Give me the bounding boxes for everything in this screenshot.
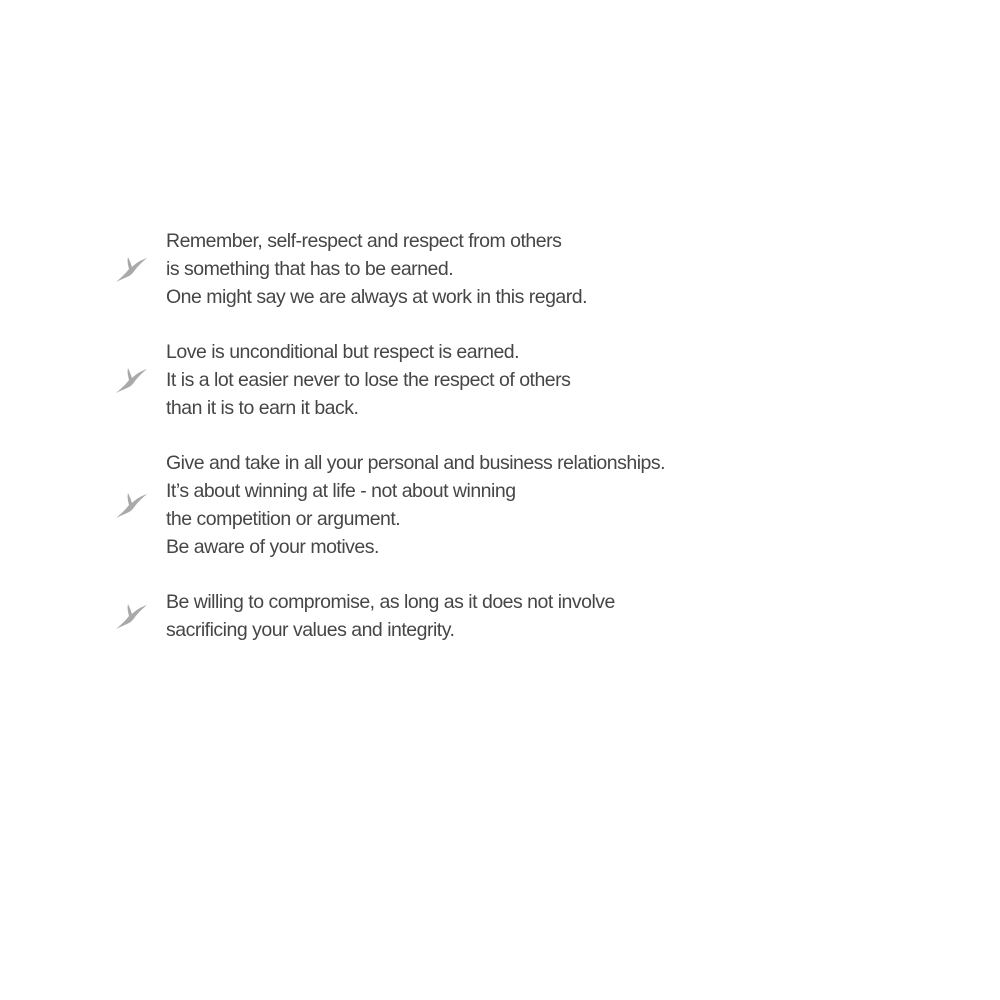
quote-4	[113, 588, 813, 644]
quote-3	[113, 449, 813, 561]
quote-line: Be aware of your motives.	[166, 536, 379, 558]
quote-line: Be willing to compromise, as long as it does not involve	[166, 591, 615, 613]
quote-line: Remember, self-respect and respect from others	[166, 230, 562, 252]
quote-line: It’s about winning at life - not about winning	[166, 480, 516, 502]
quote-line: the competition or argument.	[166, 508, 401, 530]
bird-icon	[113, 365, 151, 395]
bird-icon	[113, 601, 151, 631]
quote-line: is something that has to be earned.	[166, 258, 454, 280]
quote-line: Give and take in all your personal and business relationships.	[166, 452, 666, 474]
quote-line: sacrificing your values and integrity.	[166, 619, 455, 641]
quote-text	[166, 449, 665, 561]
bird-icon	[113, 490, 151, 520]
quote-2	[113, 338, 813, 422]
quote-list	[113, 227, 813, 644]
bird-icon	[113, 254, 151, 284]
quote-line: It is a lot easier never to lose the respect of others	[166, 369, 571, 391]
quote-text	[166, 227, 587, 311]
quote-line: than it is to earn it back.	[166, 397, 359, 419]
quote-line: Love is unconditional but respect is earned.	[166, 341, 520, 363]
quote-line: One might say we are always at work in this regard.	[166, 286, 588, 308]
quote-text	[166, 588, 615, 644]
quote-1	[113, 227, 813, 311]
quote-text	[166, 338, 570, 422]
